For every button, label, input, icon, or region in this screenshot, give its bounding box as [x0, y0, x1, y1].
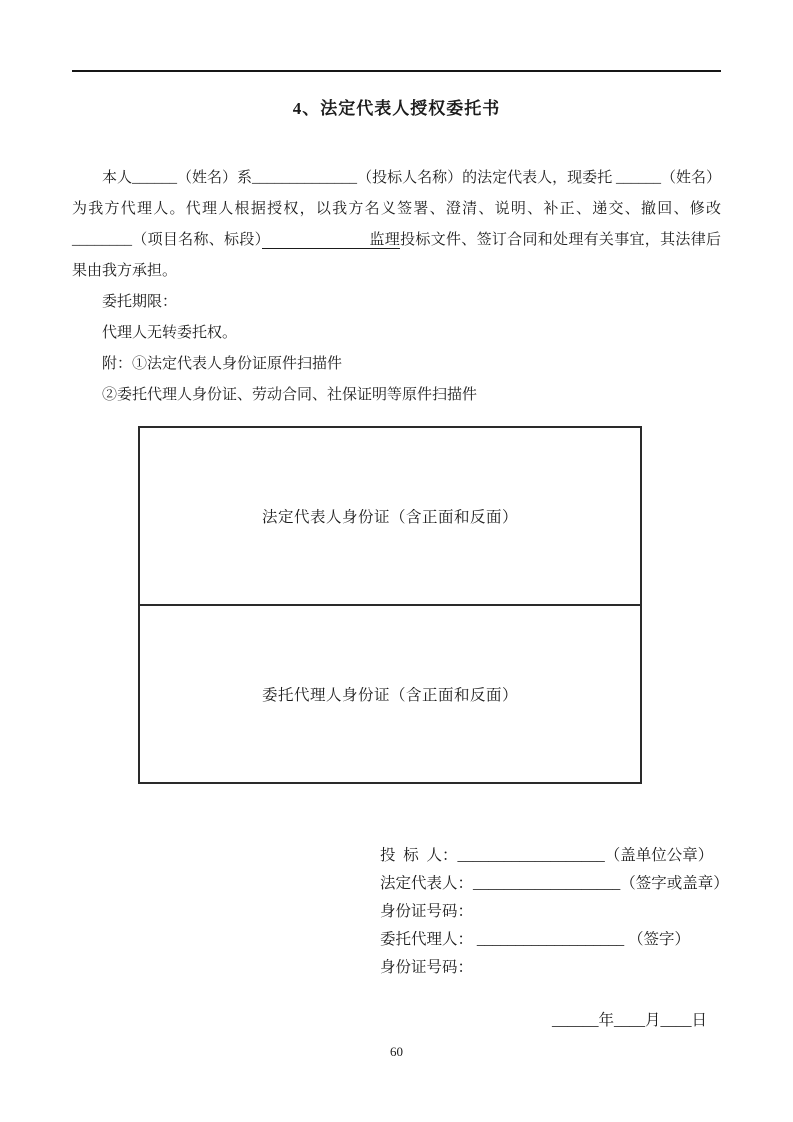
- signature-block: [380, 842, 729, 982]
- attachment-line-2: ②委托代理人身份证、劳动合同、社保证明等原件扫描件: [102, 387, 478, 403]
- id-number-label-2: 身份证号码：: [380, 959, 474, 976]
- page-title: 4、法定代表人授权委托书: [292, 99, 501, 118]
- bidder-fill-in-blank: ___________________: [457, 847, 605, 864]
- legal-rep-id-label: 法定代表人身份证（含正面和反面）: [261, 509, 518, 526]
- signature-row-agent: [380, 926, 721, 954]
- id-number-label-1: 身份证号码：: [380, 903, 474, 920]
- signature-row-id-number-2: [380, 954, 721, 982]
- agent-id-cell: [140, 604, 640, 782]
- authorization-paragraph: [72, 163, 721, 287]
- bidder-label: 投 标 人：: [380, 847, 458, 864]
- page-number: 60: [390, 1044, 403, 1059]
- signature-row-legal-rep: [380, 870, 729, 898]
- paragraph-text-b: 投标文件、签订合同和处理有关事宜，其法律后果由我方承担。: [72, 232, 721, 279]
- no-sub-delegation-line: 代理人无转委托权。: [102, 325, 238, 341]
- legal-rep-label: 法定代表人：: [380, 875, 474, 892]
- supervision-fill-in-blank: 监理: [262, 232, 401, 248]
- paragraph-text-a: 本人______（姓名）系______________（投标人名称）的法定代表人，现委托 ______（姓名）为我方代理人。代理人根据授权，以我方名义签署、澄清、说明、补正、递交、撤回、修改 ________（项目名称、标段）: [72, 170, 721, 248]
- attachment-line-1: 附：①法定代表人身份证原件扫描件: [102, 356, 343, 372]
- page-content: [0, 70, 793, 1030]
- entrust-term-line: 委托期限：: [102, 294, 178, 310]
- legal-rep-fill-in-blank: ___________________: [473, 875, 621, 892]
- agent-fill-in-blank: ___________________: [473, 931, 629, 948]
- date-line: ______年____月____日: [551, 1012, 707, 1029]
- id-photo-box: [138, 426, 642, 784]
- agent-sign-note: （签字）: [628, 931, 691, 948]
- header-rule: [72, 70, 721, 72]
- legal-rep-sign-note: （签字或盖章）: [620, 875, 729, 892]
- signature-row-id-number-1: [380, 898, 721, 926]
- bidder-seal-note: （盖单位公章）: [604, 847, 714, 864]
- agent-label: 委托代理人：: [380, 931, 474, 948]
- agent-id-label: 委托代理人身份证（含正面和反面）: [261, 687, 518, 704]
- signature-row-bidder: [380, 842, 721, 870]
- legal-rep-id-cell: [140, 428, 640, 604]
